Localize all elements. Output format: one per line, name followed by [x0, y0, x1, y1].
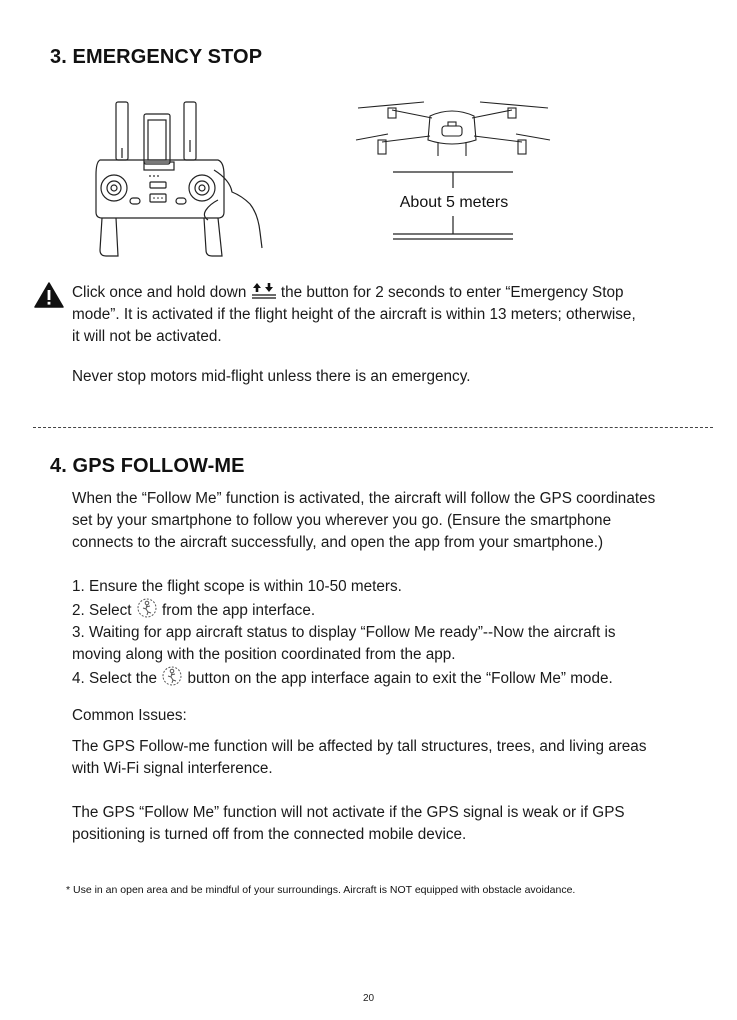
- issue-line: positioning is turned off from the connected mobile device.: [72, 826, 467, 843]
- issue-2: [72, 802, 712, 846]
- never-stop-text: Never stop motors mid-flight unless there is an emergency.: [72, 368, 471, 385]
- issue-line: The GPS “Follow Me” function will not activate if the GPS signal is weak or if GPS: [72, 804, 625, 821]
- follow-me-steps: [72, 576, 712, 690]
- intro-line: set by your smartphone to follow you wherever you go. (Ensure the smartphone: [72, 512, 612, 529]
- section-3-title: 3. EMERGENCY STOP: [50, 46, 263, 68]
- step-3-line-2: moving along with the position coordinated from the app.: [72, 646, 456, 663]
- issue-line: with Wi-Fi signal interference.: [72, 760, 273, 777]
- step-2b: from the app interface.: [162, 602, 316, 619]
- common-issues-heading: Common Issues:: [72, 707, 187, 724]
- step-3-line-1: 3. Waiting for app aircraft status to display “Follow Me ready”--Now the aircraft is: [72, 624, 616, 641]
- step-2a: 2. Select: [72, 602, 132, 619]
- step-4a: 4. Select the: [72, 670, 158, 687]
- issue-line: The GPS Follow-me function will be affected by tall structures, trees, and living areas: [72, 738, 647, 755]
- warning-triangle-icon: [34, 282, 64, 308]
- follow-me-icon: [161, 666, 183, 686]
- step-1: 1. Ensure the flight scope is within 10-50 meters.: [72, 578, 402, 595]
- warning-line-2: mode”. It is activated if the flight height of the aircraft is within 13 meters; otherwise,: [72, 306, 636, 323]
- step-4b: button on the app interface again to exit the “Follow Me” mode.: [187, 670, 613, 687]
- warning-line-3: it will not be activated.: [72, 328, 222, 345]
- distance-label: About 5 meters: [399, 194, 509, 211]
- remote-controller-illustration: [92, 100, 272, 260]
- issue-1: [72, 736, 712, 780]
- follow-me-intro: [72, 488, 712, 554]
- intro-line: connects to the aircraft successfully, and open the app from your smartphone.): [72, 534, 604, 551]
- warning-line-1b: the button for 2 seconds to enter “Emergency Stop: [280, 284, 624, 301]
- footnote: * Use in an open area and be mindful of your surroundings. Aircraft is NOT equipped with obstacle avoidance.: [66, 884, 576, 896]
- intro-line: When the “Follow Me” function is activated, the aircraft will follow the GPS coordinates: [72, 490, 656, 507]
- up-down-arrows-icon: [251, 282, 277, 300]
- warning-text: [72, 282, 712, 348]
- section-4-title: 4. GPS FOLLOW-ME: [50, 455, 245, 477]
- follow-me-icon: [136, 598, 158, 618]
- page-number: 20: [362, 993, 375, 1004]
- warning-line-1a: Click once and hold down: [72, 284, 247, 301]
- section-divider: [33, 427, 713, 428]
- drone-illustration: [352, 96, 552, 176]
